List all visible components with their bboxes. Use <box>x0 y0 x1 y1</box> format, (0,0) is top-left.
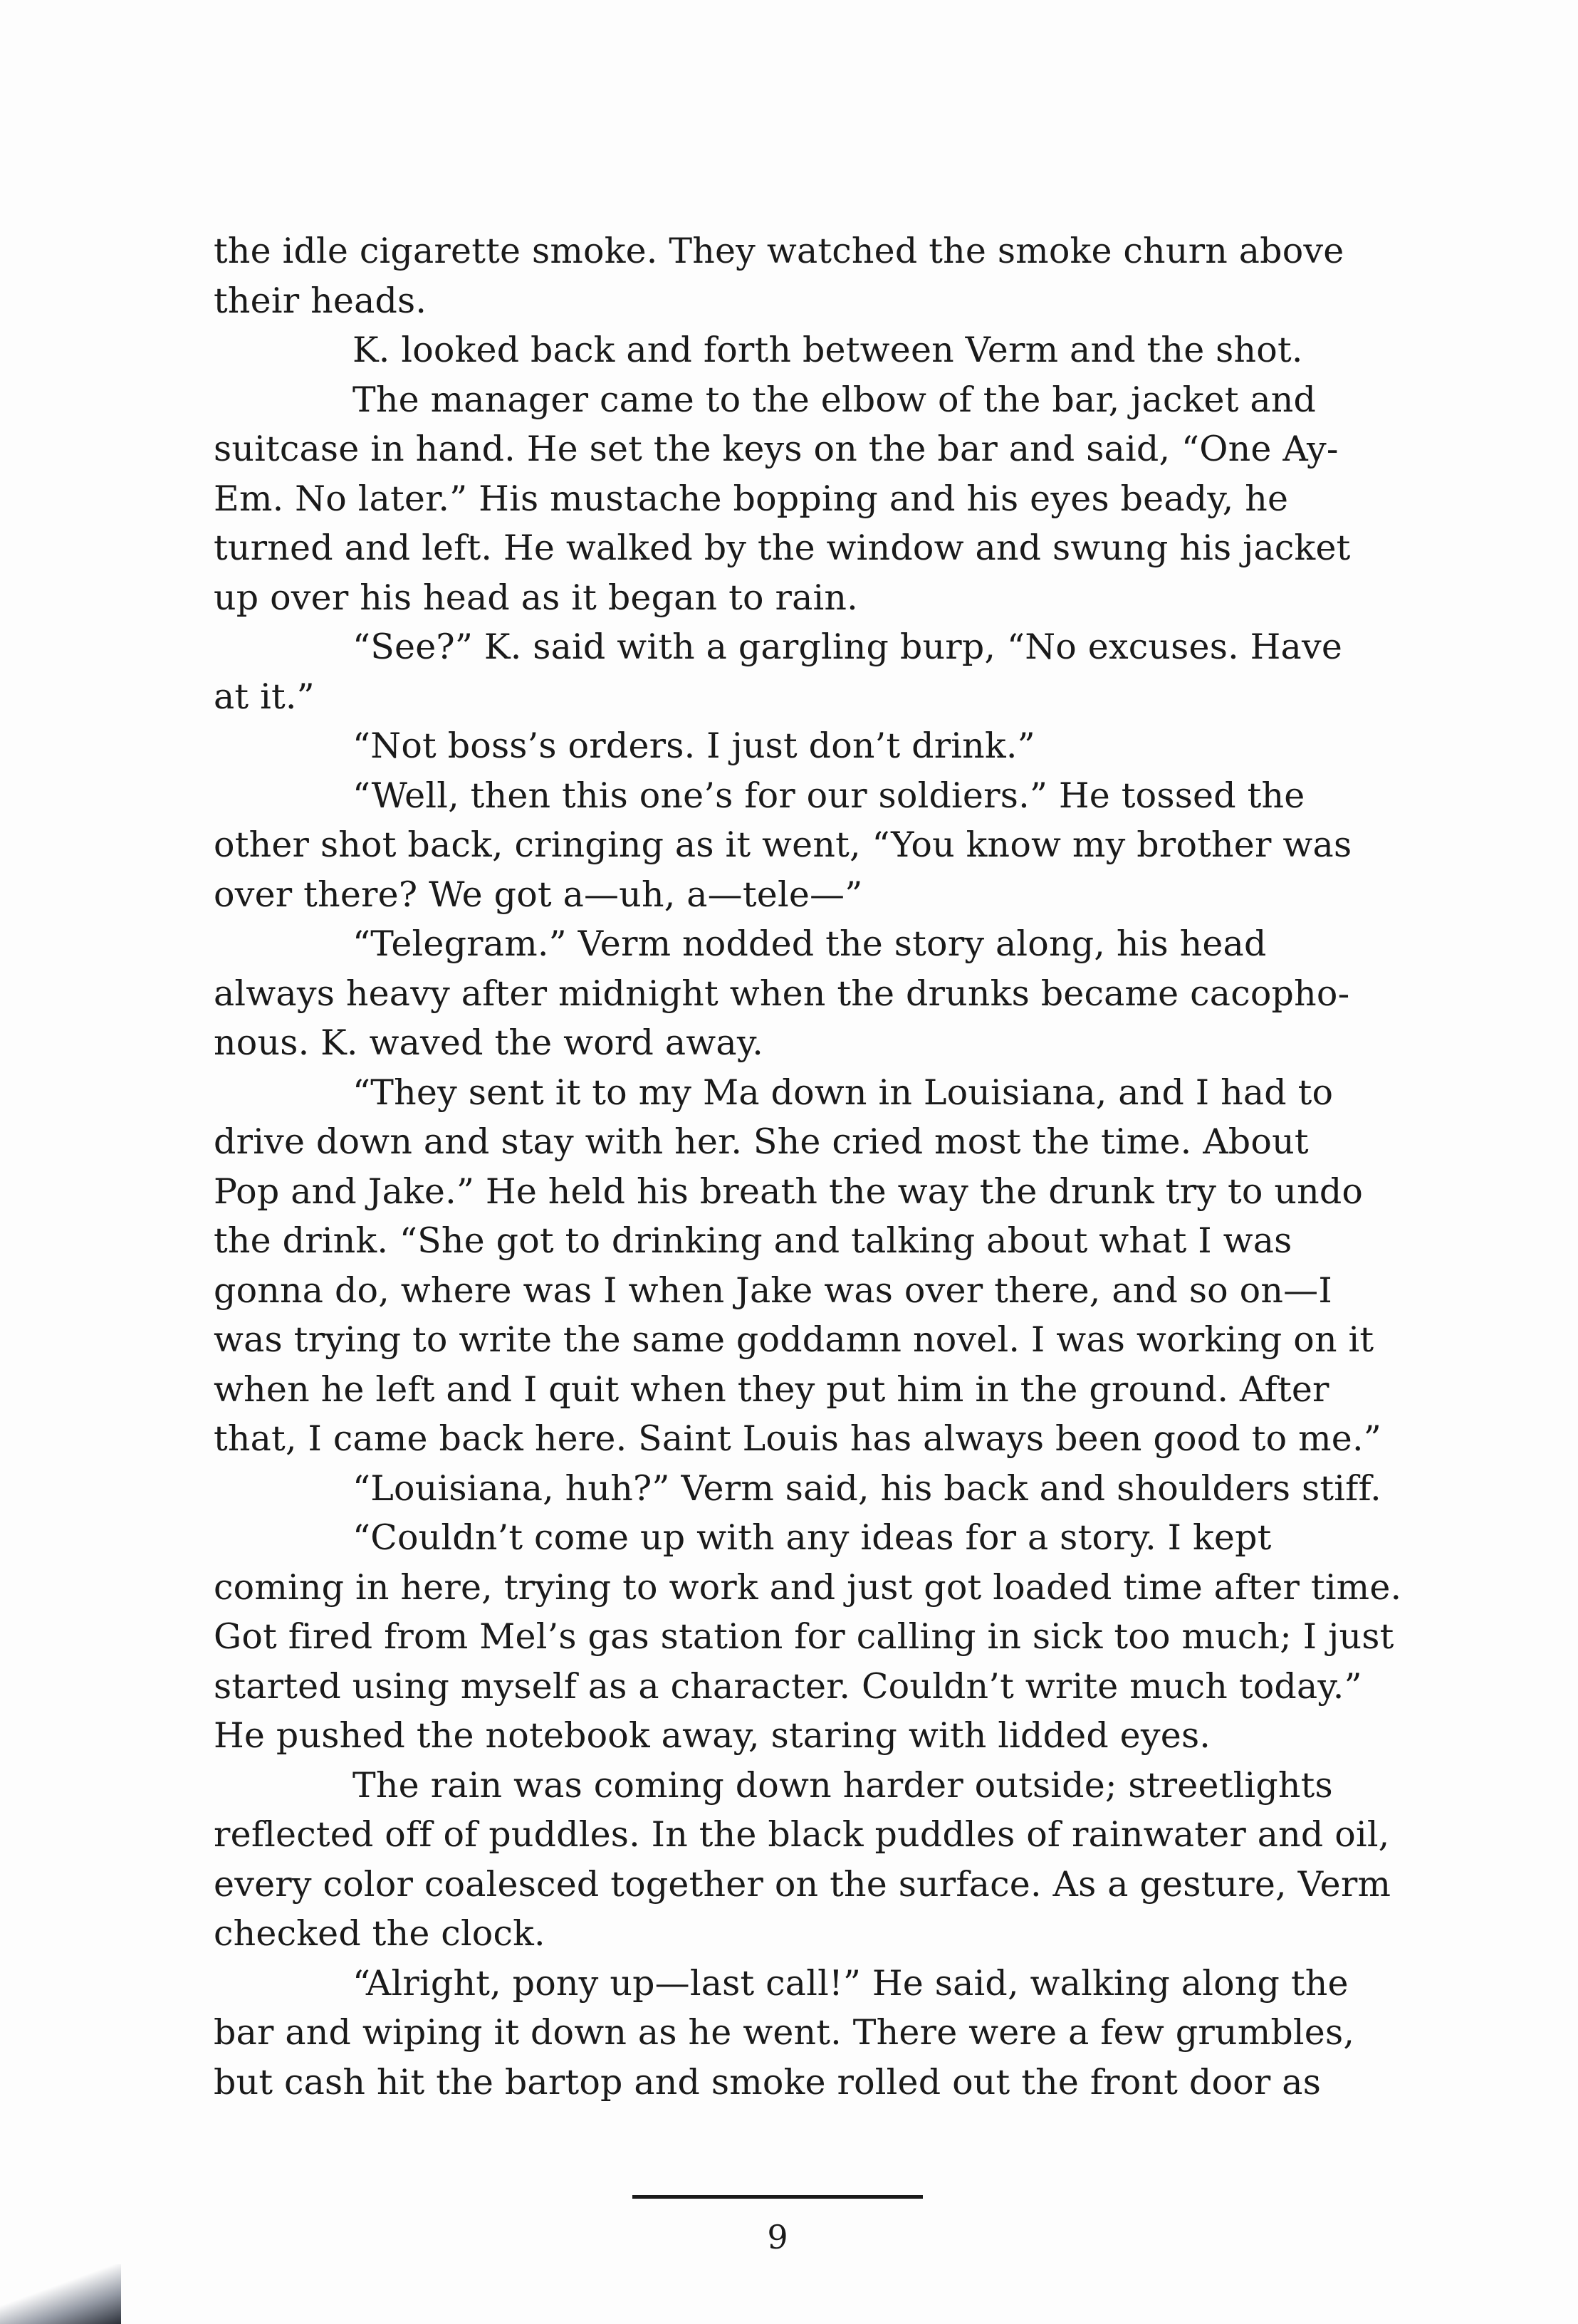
text-line: “Not boss’s orders. I just don’t drink.” <box>352 726 1035 766</box>
text-line: that, I came back here. Saint Louis has always been good to me.” <box>214 1418 1382 1459</box>
text-line: when he left and I quit when they put him in the ground. After <box>214 1368 1329 1410</box>
text-line: other shot back, cringing as it went, “You know my brother was <box>214 825 1352 865</box>
text-line: drive down and stay with her. She cried most the time. About <box>214 1121 1309 1162</box>
text-line: Em. No later.” His mustache bopping and his eyes beady, he <box>214 478 1289 519</box>
text-line: “Couldn’t come up with any ideas for a story. I kept <box>352 1517 1272 1558</box>
text-line: K. looked back and forth between Verm and the shot. <box>352 330 1303 370</box>
text-line: up over his head as it began to rain. <box>214 577 858 618</box>
text-line: every color coalesced together on the surface. As a gesture, Verm <box>214 1863 1391 1905</box>
text-line: “Alright, pony up—last call!” He said, walking along the <box>352 1962 1349 2004</box>
text-line: reflected off of puddles. In the black puddles of rainwater and oil, <box>214 1814 1390 1855</box>
text-line: gonna do, where was I when Jake was over there, and so on—I <box>214 1270 1332 1311</box>
text-line: always heavy after midnight when the drunks became cacopho- <box>214 973 1350 1014</box>
text-line: at it.” <box>214 676 315 717</box>
text-line: “See?” K. said with a gargling burp, “No excuses. Have <box>352 627 1343 667</box>
text-line: “Telegram.” Verm nodded the story along, his head <box>352 923 1267 964</box>
text-line: started using myself as a character. Couldn’t write much today.” <box>214 1665 1362 1707</box>
text-line: Got fired from Mel’s gas station for calling in sick too much; I just <box>214 1616 1394 1657</box>
text-line: their heads. <box>214 280 427 321</box>
text-line: The rain was coming down harder outside; streetlights <box>352 1764 1333 1806</box>
body-text <box>214 226 1402 2107</box>
text-line: checked the clock. <box>214 1913 545 1954</box>
text-line: was trying to write the same goddamn novel. I was working on it <box>214 1319 1374 1360</box>
text-line: suitcase in hand. He set the keys on the bar and said, “One Ay- <box>214 429 1339 469</box>
text-line: “They sent it to my Ma down in Louisiana, and I had to <box>352 1072 1334 1113</box>
text-line: coming in here, trying to work and just got loaded time after time. <box>214 1566 1402 1608</box>
page-number: 9 <box>767 2218 788 2256</box>
text-line: but cash hit the bartop and smoke rolled out the front door as <box>214 2061 1322 2103</box>
text-line: bar and wiping it down as he went. There were a few grumbles, <box>214 2012 1355 2053</box>
text-line: over there? We got a—uh, a—tele—” <box>214 874 863 915</box>
text-line: nous. K. waved the word away. <box>214 1022 763 1063</box>
text-line: turned and left. He walked by the window and swung his jacket <box>214 528 1351 568</box>
text-line: the idle cigarette smoke. They watched the smoke churn above <box>214 231 1344 271</box>
text-line: Pop and Jake.” He held his breath the way the drunk try to undo <box>214 1171 1364 1212</box>
text-line: The manager came to the elbow of the bar, jacket and <box>352 379 1317 420</box>
text-line: “Well, then this one’s for our soldiers.” He tossed the <box>352 775 1305 816</box>
text-line: “Louisiana, huh?” Verm said, his back and shoulders stiff. <box>352 1467 1381 1509</box>
text-line: He pushed the notebook away, staring with lidded eyes. <box>214 1715 1211 1756</box>
footer-rule <box>632 2195 923 2199</box>
corner-shadow <box>0 2264 121 2324</box>
text-line: the drink. “She got to drinking and talking about what I was <box>214 1220 1292 1261</box>
